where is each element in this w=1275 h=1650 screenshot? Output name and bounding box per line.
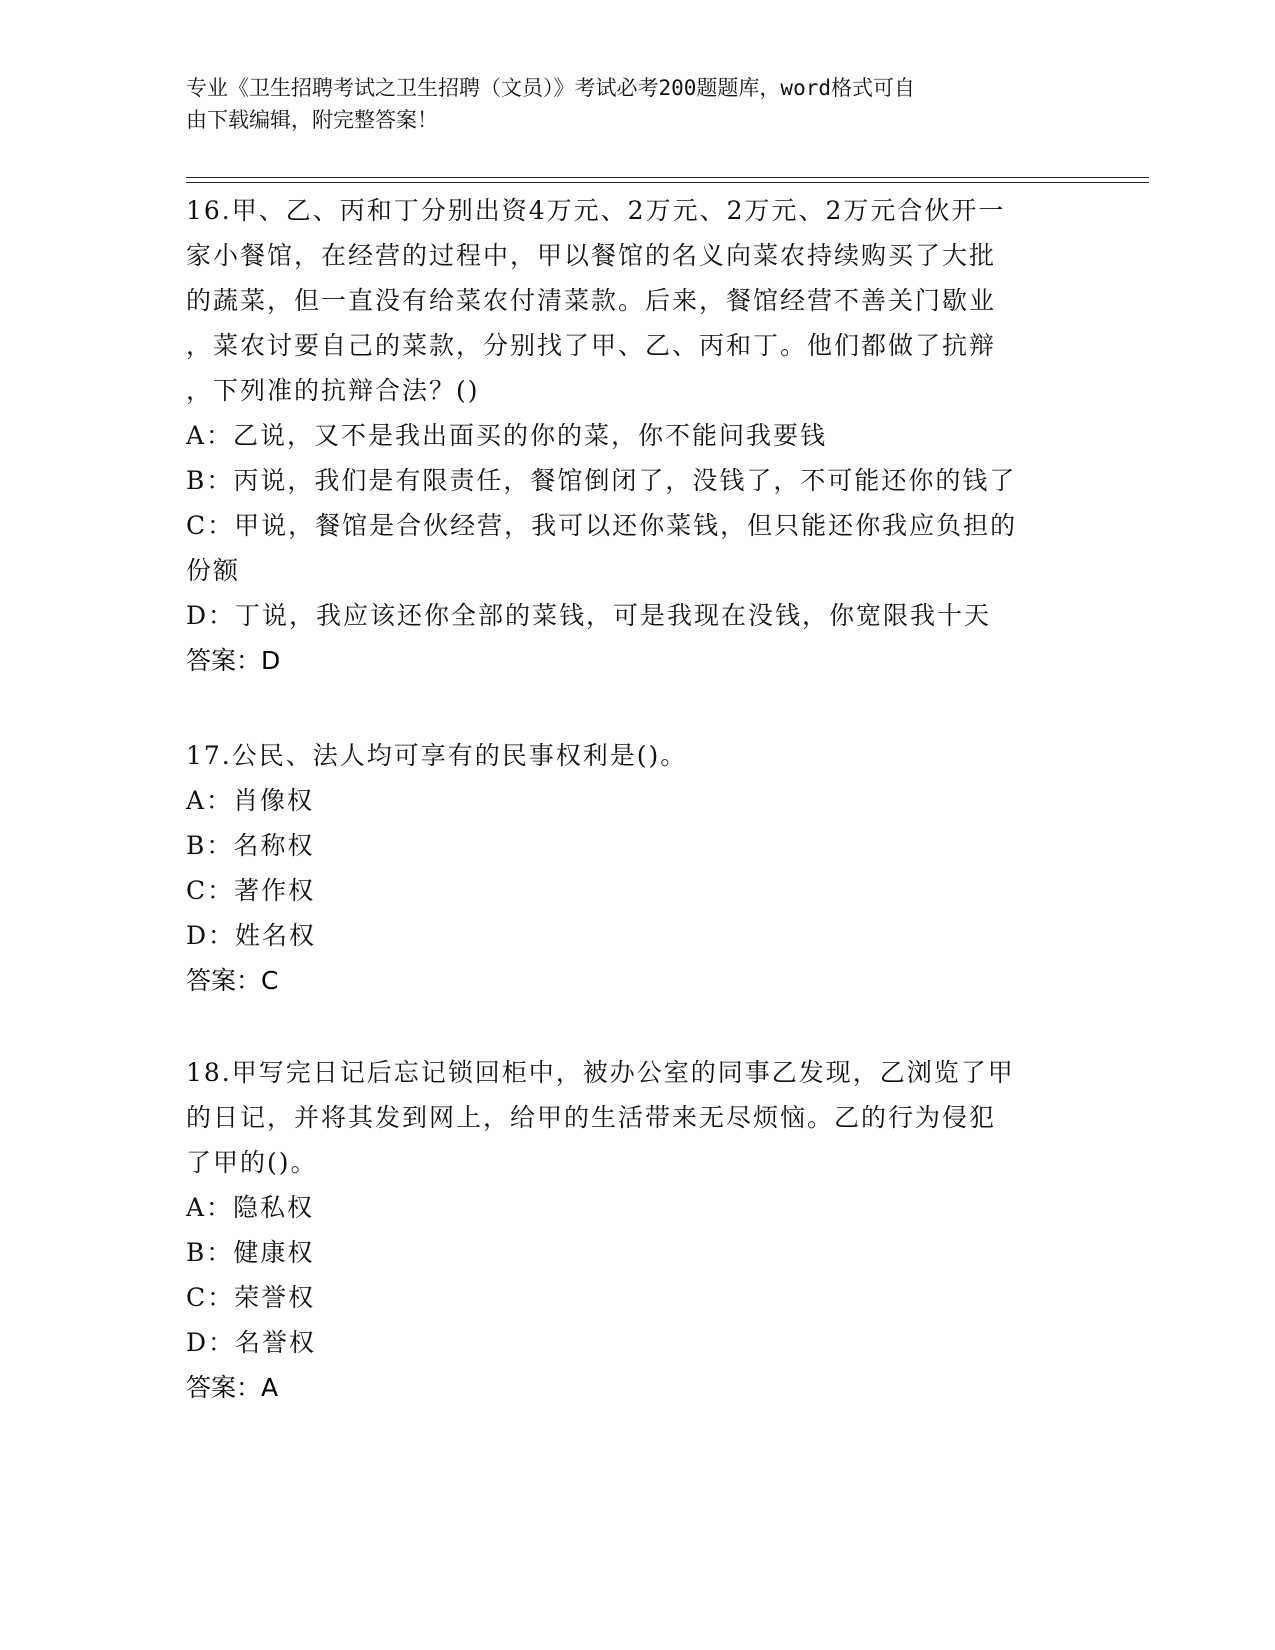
option-b: B：丙说，我们是有限责任，餐馆倒闭了，没钱了，不可能还你的钱了 [186,466,1017,495]
stem-line: ，下列准的抗辩合法？() [186,376,480,405]
stem-line: 家小餐馆，在经营的过程中，甲以餐馆的名义向菜农持续购买了大批 [186,241,997,270]
option-b: B：名称权 [186,831,315,860]
stem-line: ，菜农讨要自己的菜款，分别找了甲、乙、丙和丁。他们都做了抗辩 [186,331,997,360]
stem-line: 18.甲写完日记后忘记锁回柜中，被办公室的同事乙发现，乙浏览了甲 [186,1058,1015,1087]
option-d: D：名誉权 [186,1328,317,1357]
stem-line: 的日记，并将其发到网上，给甲的生活带来无尽烦恼。乙的行为侵犯 [186,1103,997,1132]
option-line: 份额 [186,556,241,585]
header-line-1: 专业《卫生招聘考试之卫生招聘（文员）》考试必考200题题库，word格式可自 [186,76,915,100]
option-c: C：荣誉权 [186,1283,316,1312]
answer-label: 答案：A [186,1373,279,1402]
option-c [186,503,1086,593]
stem-line: 17.公民、法人均可享有的民事权利是()。 [186,741,688,770]
stem-line: 了甲的()。 [186,1148,318,1177]
question-16 [186,188,1086,683]
question-stem [186,733,1086,778]
question-18 [186,1050,1086,1410]
option-b: B：健康权 [186,1238,315,1267]
option-a: A：肖像权 [186,786,315,815]
header-line-2: 由下载编辑，附完整答案！ [186,108,438,132]
document-header [186,72,1066,136]
stem-line: 16.甲、乙、丙和丁分别出资4万元、2万元、2万元、2万元合伙开一 [186,196,1006,225]
question-stem [186,188,1086,413]
question-stem [186,1050,1086,1185]
option-d: D：姓名权 [186,921,317,950]
header-divider-top [186,177,1149,178]
option-line: C：甲说，餐馆是合伙经营，我可以还你菜钱，但只能还你我应负担的 [186,511,1018,540]
option-d: D：丁说，我应该还你全部的菜钱，可是我现在没钱，你宽限我十天 [186,601,992,630]
header-divider-bottom [186,182,1149,183]
stem-line: 的蔬菜，但一直没有给菜农付清菜款。后来，餐馆经营不善关门歇业 [186,286,997,315]
option-c: C：著作权 [186,876,316,905]
answer-label: 答案：D [186,646,281,675]
option-a: A：隐私权 [186,1193,315,1222]
option-a: A：乙说，又不是我出面买的你的菜，你不能问我要钱 [186,421,828,450]
question-17 [186,733,1086,1003]
answer-label: 答案：C [186,966,279,995]
